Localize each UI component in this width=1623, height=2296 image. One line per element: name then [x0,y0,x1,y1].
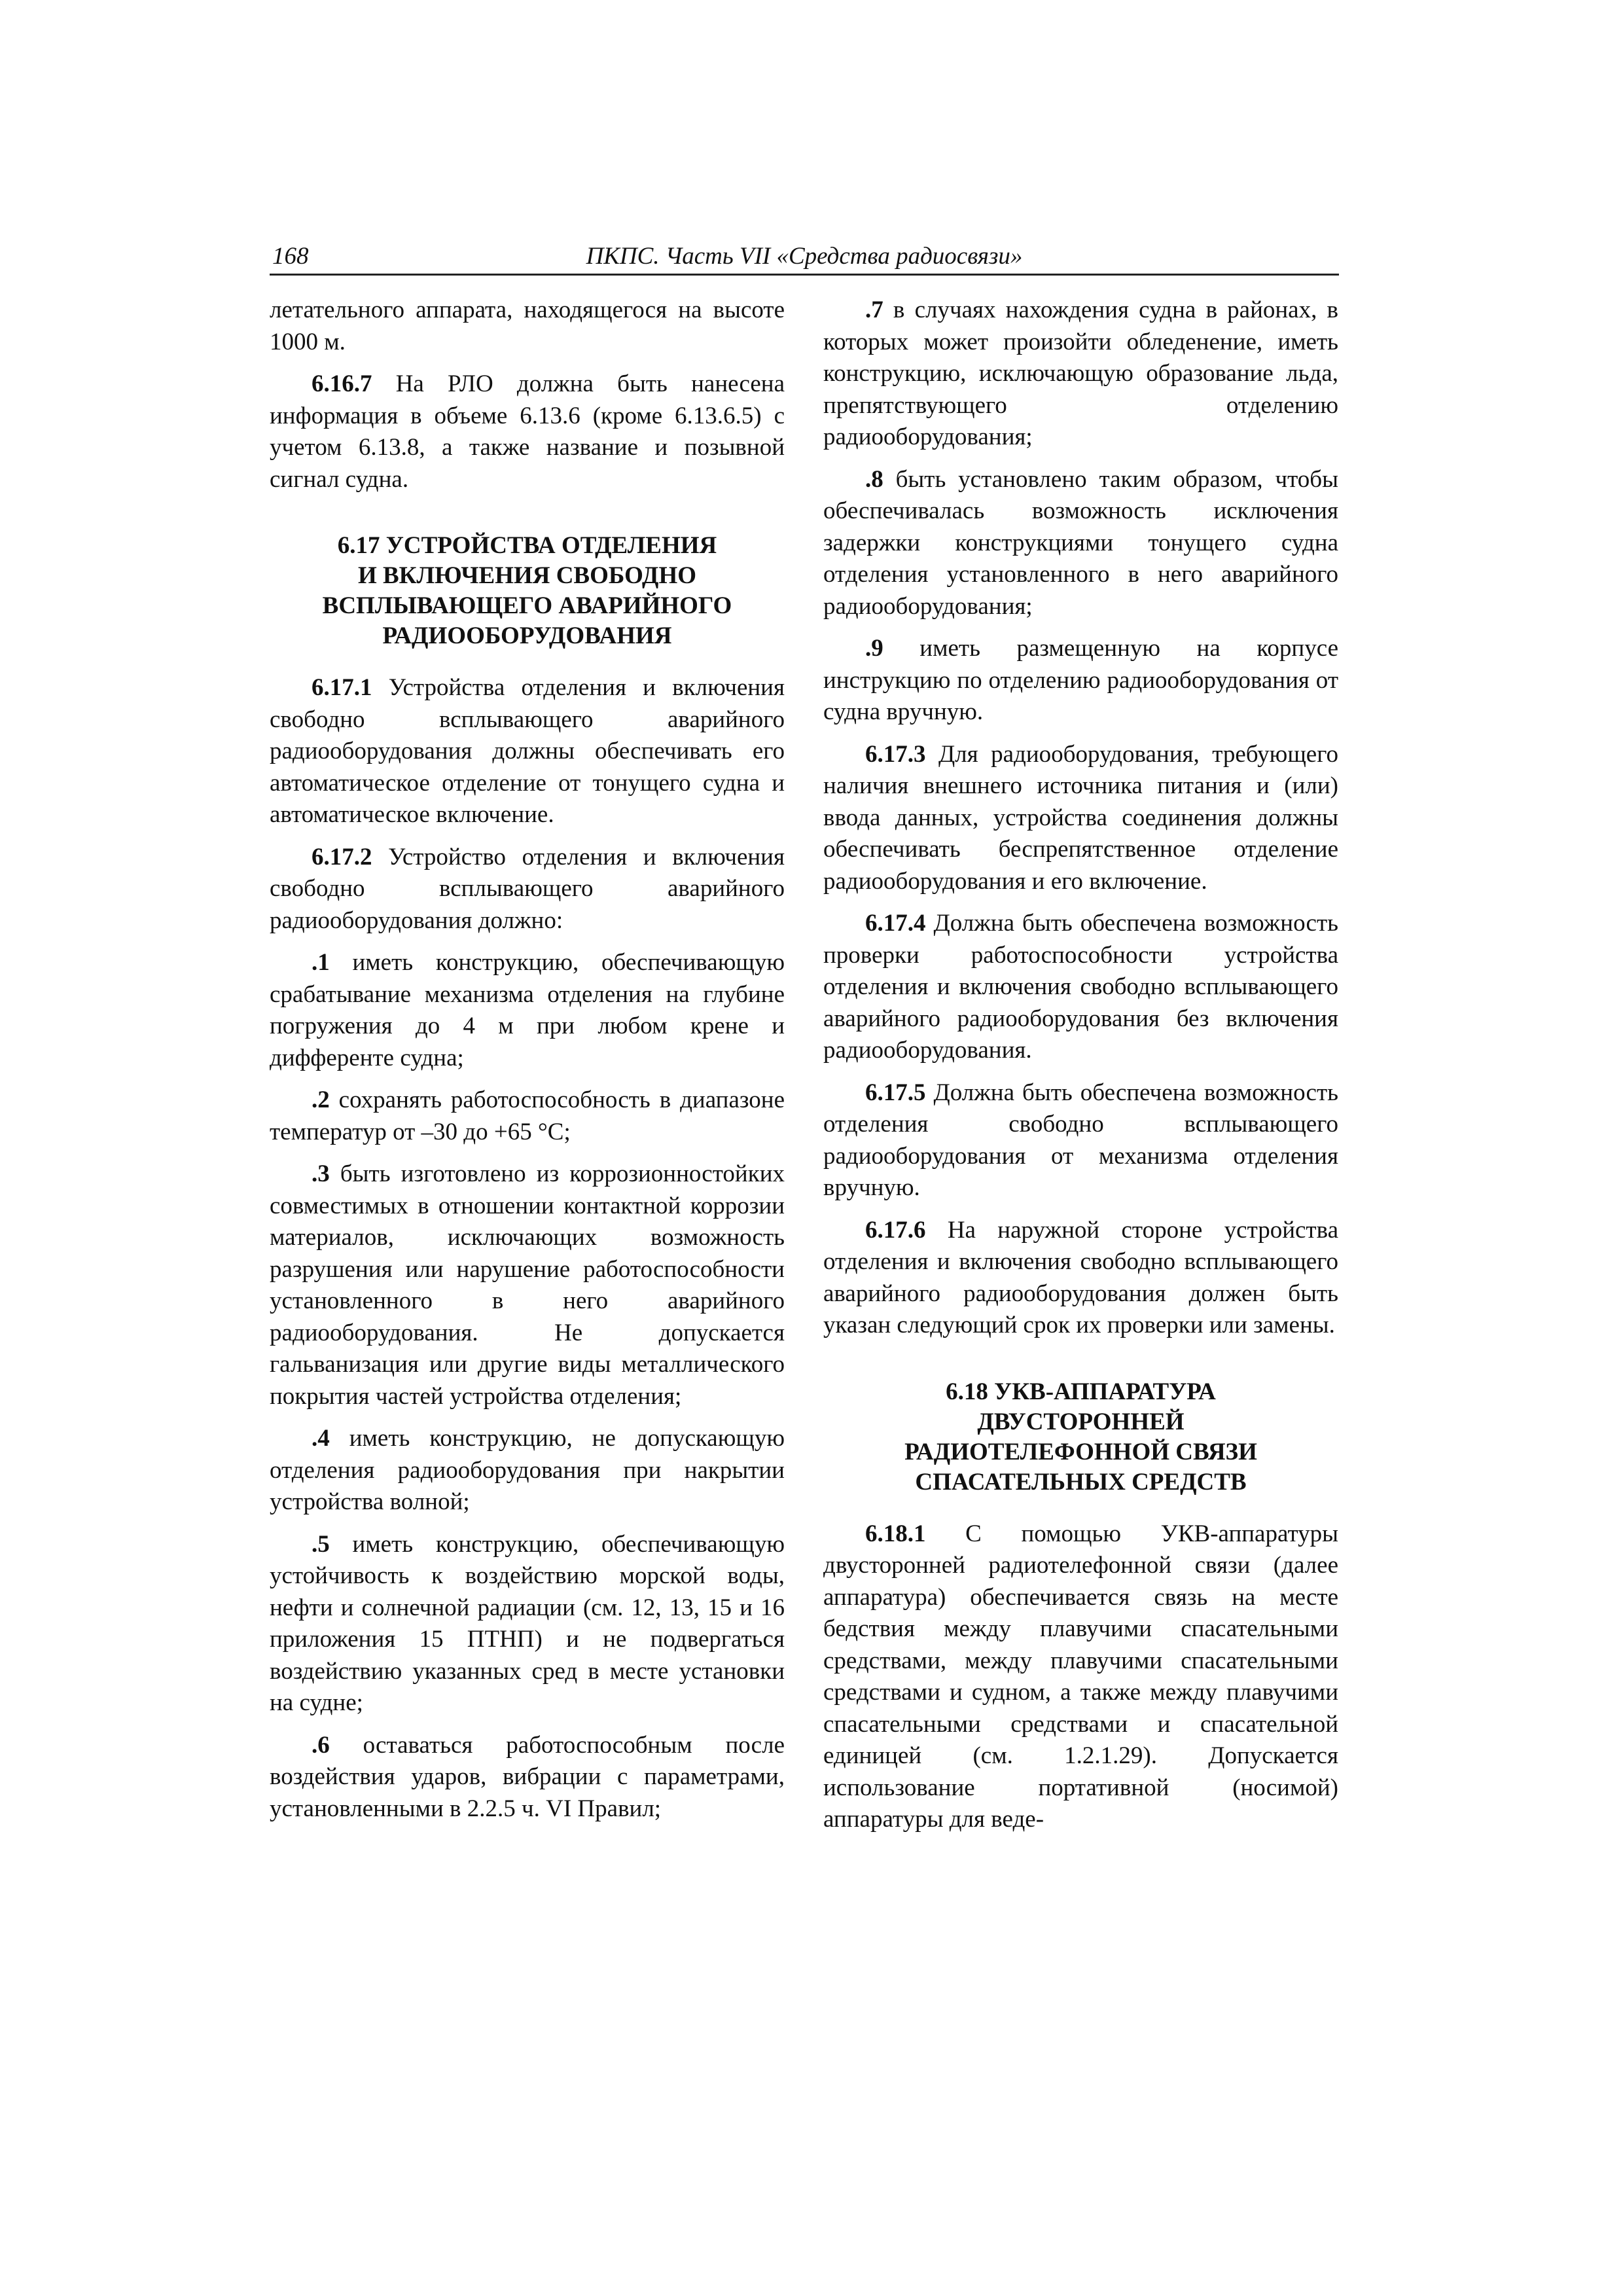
section-heading-6-17: 6.17 УСТРОЙСТВА ОТДЕЛЕНИЯ И ВКЛЮЧЕНИЯ СВОБОДНО ВСПЛЫВАЮЩЕГО АВАРИЙНОГО РАДИООБОРУДОВАНИЯ [322,532,732,649]
item-number: .5 [312,1530,330,1558]
clause-number: 6.17.4 [865,910,926,937]
item-number: .8 [865,465,883,493]
list-item-8: .8 быть установлено таким образом, чтобы обеспечивалась возможность исключения задержки конструкциями тонущего судна отделения установленного в него аварийного радиооборудования; [823,465,1338,620]
item-number: .3 [312,1160,330,1187]
list-item-6: .6 оставаться работоспособным после воздействия ударов, вибрации с параметрами, установленными в 2.2.5 ч. VI Правил; [270,1731,785,1822]
paragraph-6-17-5: 6.17.5 Должна быть обеспечена возможность отделения свободно всплывающего радиооборудования от механизма отделения вручную. [823,1079,1338,1201]
item-number: .2 [312,1086,330,1113]
list-item-1: .1 иметь конструкцию, обеспечивающую срабатывание механизма отделения на глубине погружения до 4 м при любом крене и дифференте судна; [270,949,785,1071]
clause-number: 6.17.3 [865,740,926,768]
list-item-5: .5 иметь конструкцию, обеспечивающую устойчивость к воздействию морской воды, нефти и солнечной радиации (см. 12, 13, 15 и 16 приложения 15 ПТНП) и не подвергаться воздействию указанных сред в месте установки на судне; [270,1530,785,1716]
paragraph-continued: летательного аппарата, находящегося на высоте 1000 м. [270,296,785,355]
paragraph-6-17-4: 6.17.4 Должна быть обеспечена возможность проверки работоспособности устройства отделения и включения свободно всплывающего аварийного радиооборудования без включения радиооборудования. [823,910,1338,1064]
item-number: .1 [312,949,330,976]
item-number: .9 [865,635,883,662]
item-number: .6 [312,1731,330,1759]
clause-number: 6.16.7 [312,370,372,397]
list-item-2: .2 сохранять работоспособность в диапазоне температур от –30 до +65 °С; [270,1086,785,1145]
list-item-4: .4 иметь конструкцию, не допускающую отделения радиооборудования при накрытии устройства волной; [270,1425,785,1515]
section-heading-6-18: 6.18 УКВ-АППАРАТУРА ДВУСТОРОННЕЙ РАДИОТЕЛЕФОННОЙ СВЯЗИ СПАСАТЕЛЬНЫХ СРЕДСТВ [904,1378,1257,1496]
right-column [823,295,1338,1846]
paragraph-6-17-6: 6.17.6 На наружной стороне устройства отделения и включения свободно всплывающего аварийного радиооборудования должен быть указан следующий срок их проверки или замены. [823,1216,1338,1338]
paragraph-6-16-7: 6.16.7 На РЛО должна быть нанесена информация в объеме 6.13.6 (кроме 6.13.6.5) с учетом 6.13.8, а также название и позывной сигнал судна. [270,370,785,493]
item-number: .7 [865,296,883,323]
running-header [270,240,1339,276]
list-item-7: .7 в случаях нахождения судна в районах, в которых может произойти обледенение, иметь конструкцию, исключающую образование льда, препятствующего отделению радиооборудования; [823,296,1338,450]
clause-number: 6.17.5 [865,1079,926,1106]
clause-number: 6.17.1 [312,674,372,701]
running-title: ПКПС. Часть VII «Средства радиосвязи» [586,243,1023,270]
list-item-3: .3 быть изготовлено из коррозионностойких совместимых в отношении контактной коррозии материалов, исключающих возможность разрушения или нарушение работоспособности установленного в него аварийного радиооборудования. Не допускается гальванизация или другие виды металлического покрытия частей устройства отделения; [270,1160,785,1410]
list-item-9: .9 иметь размещенную на корпусе инструкцию по отделению радиооборудования от судна вручную. [823,635,1338,725]
clause-number: 6.17.6 [865,1216,926,1244]
clause-number: 6.17.2 [312,843,372,870]
left-column [270,295,785,1835]
page-number: 168 [272,243,309,270]
paragraph-6-18-1: 6.18.1 С помощью УКВ-аппаратуры двусторонней радиотелефонной связи (далее аппаратура) обеспечивается связь на месте бедствия между плавучими спасательными средствами, между плавучими спасательными средствами и судном, а также между плавучими спасательными средствами и спасательной единицей (см. 1.2.1.29). Допускается использование портативной (носимой) аппаратуры для веде- [823,1520,1338,1833]
clause-number: 6.18.1 [865,1520,926,1547]
paragraph-6-17-2: 6.17.2 Устройство отделения и включения свободно всплывающего аварийного радиооборудования должно: [270,843,785,934]
item-number: .4 [312,1425,330,1452]
paragraph-6-17-1: 6.17.1 Устройства отделения и включения свободно всплывающего аварийного радиооборудования должны обеспечивать его автоматическое отделение от тонущего судна и автоматическое включение. [270,674,785,828]
paragraph-6-17-3: 6.17.3 Для радиооборудования, требующего наличия внешнего источника питания и (или) ввода данных, устройства соединения должны обеспечивать беспрепятственное отделение радиооборудования и его включение. [823,740,1338,895]
